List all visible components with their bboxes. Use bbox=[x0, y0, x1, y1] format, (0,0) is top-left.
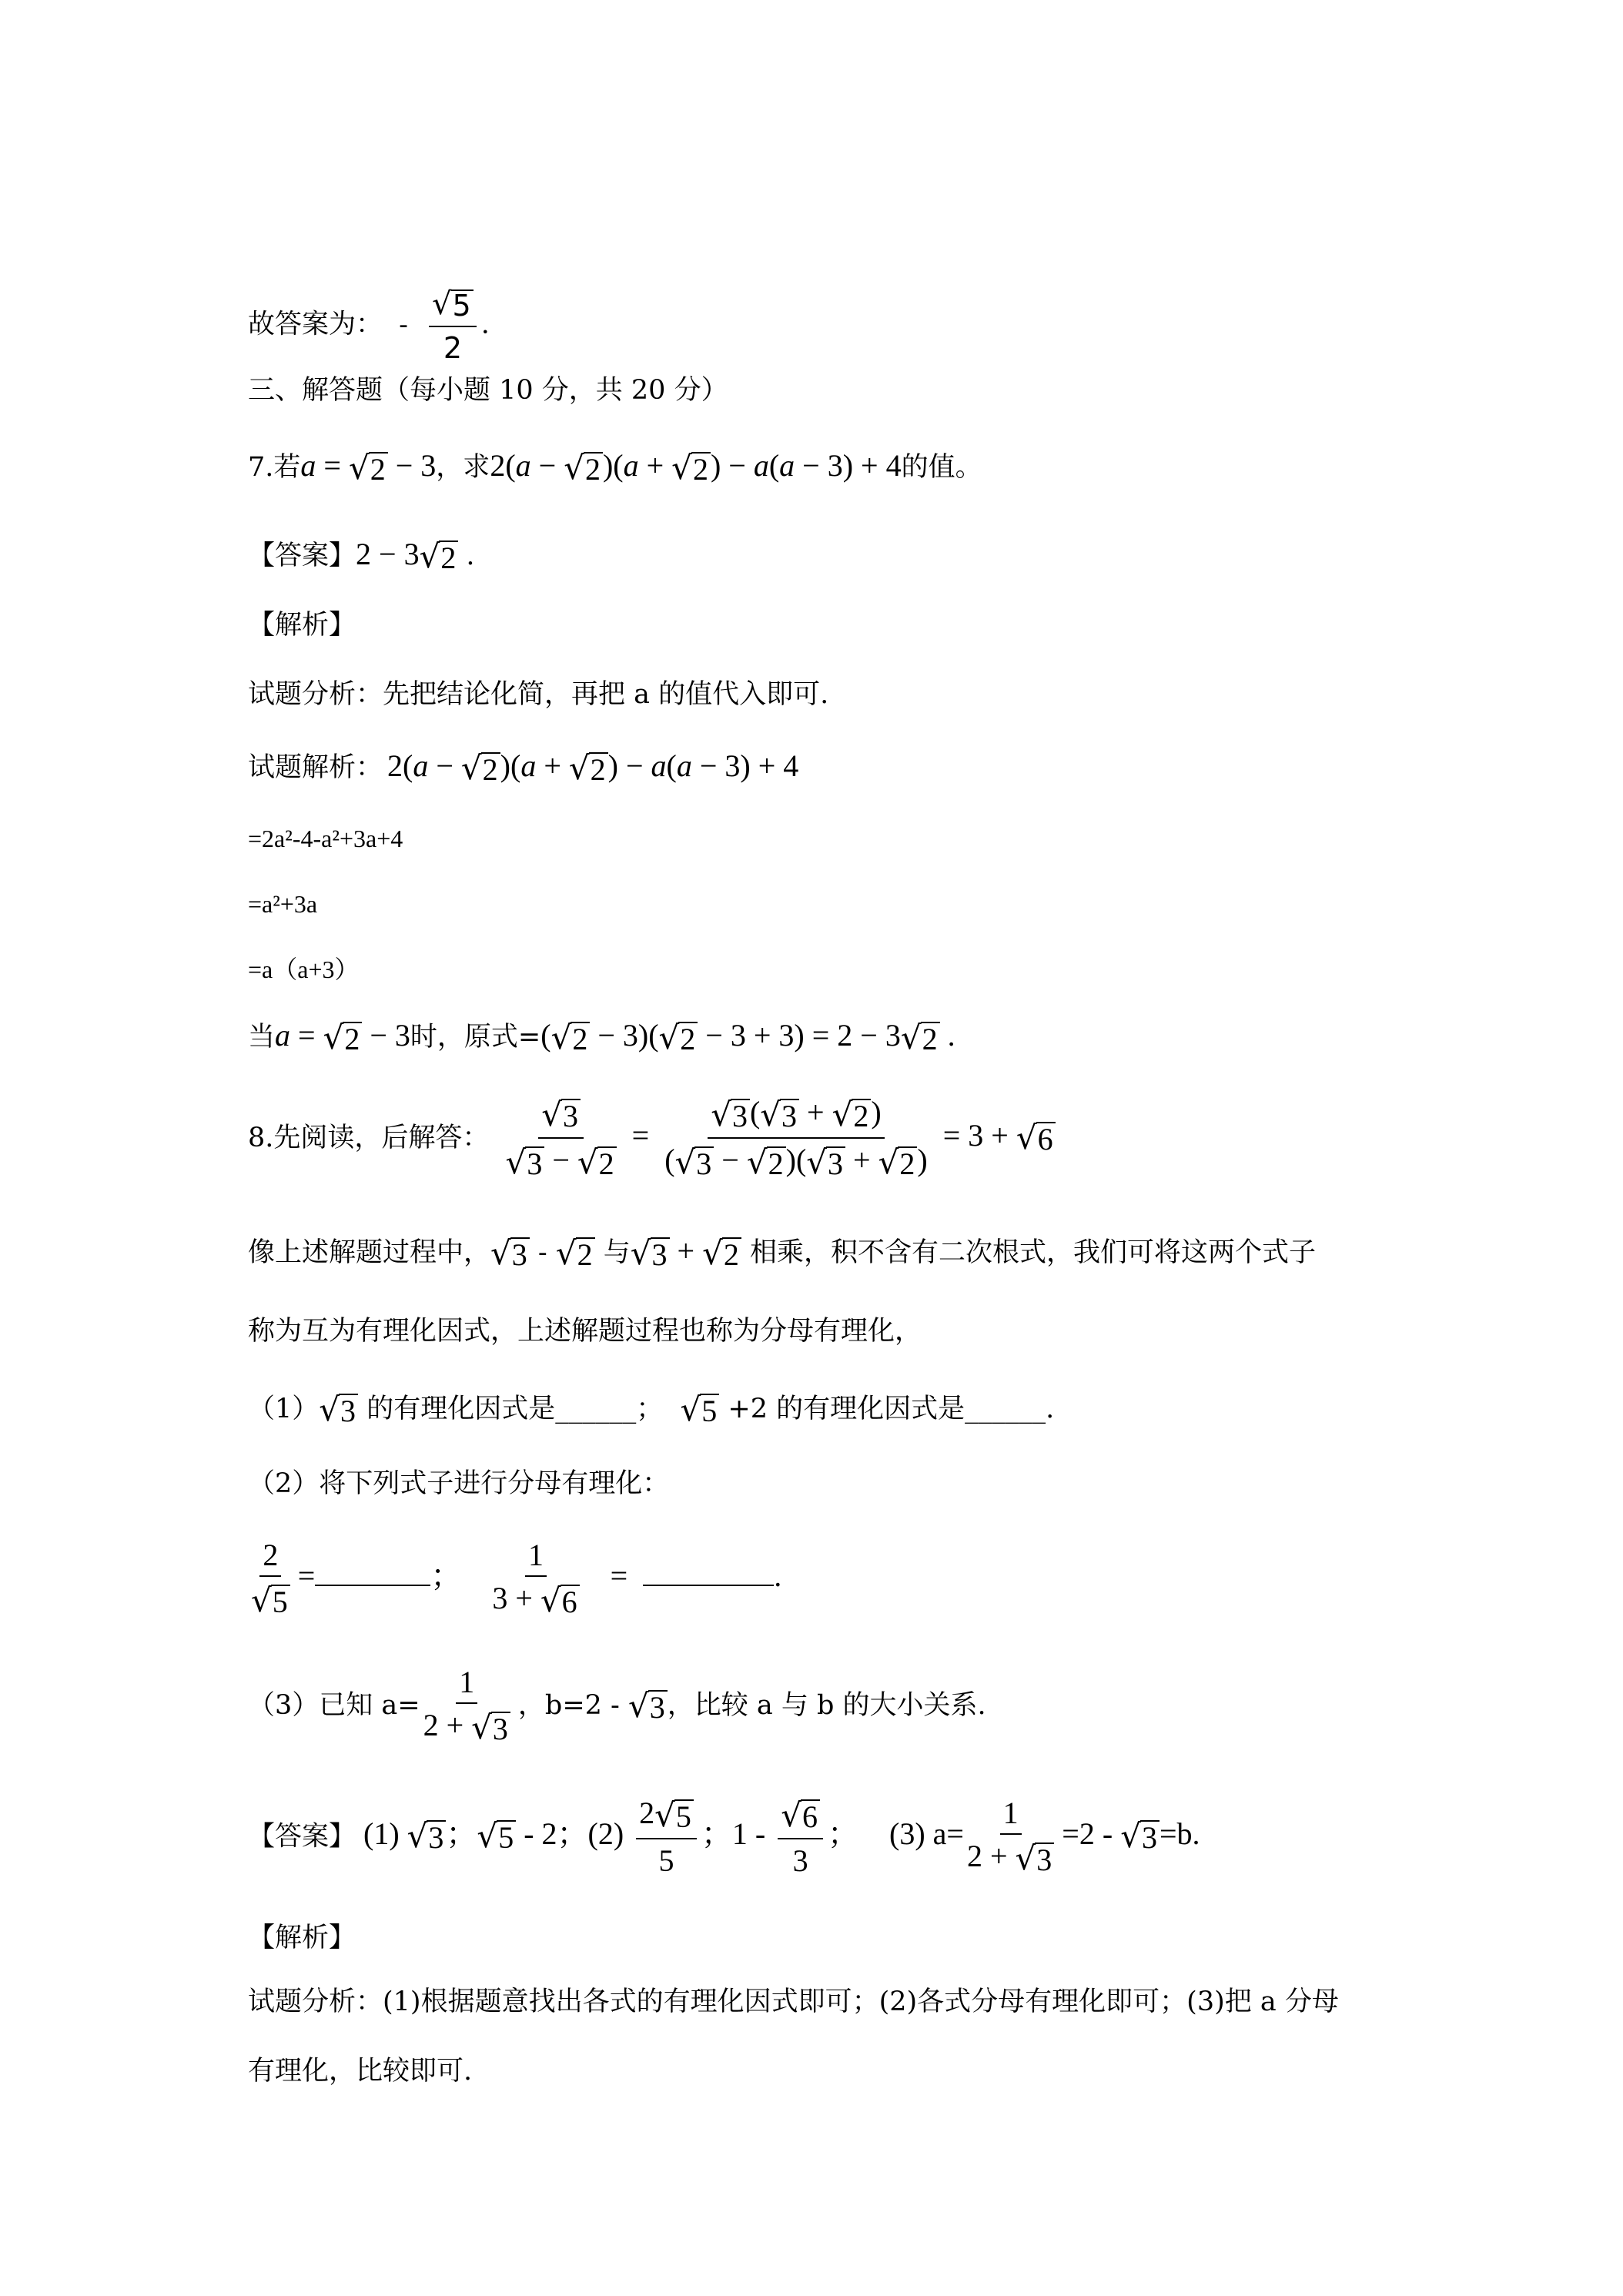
question-7: 7.若a = √ 2 − 3，求2(a − √ 2 )(a + √ 2 ) − a(a − 3) + 4的值。 bbox=[248, 448, 982, 487]
section-title: 三、解答题（每小题 10 分，共 20 分） bbox=[248, 375, 728, 406]
analysis-7: 试题分析：先把结论化简，再把 a 的值代入即可. bbox=[248, 679, 829, 710]
step-4: 当a = √ 2 − 3时，原式=( √ 2 − 3)( √ 2 − 3 + 3) = 2 − 3 √ 2 . bbox=[248, 1018, 955, 1056]
jiexi-label: 【解析】 bbox=[248, 610, 356, 641]
analysis-8-line-2: 有理化，比较即可. bbox=[248, 2056, 473, 2087]
solve-7: 试题解析： 2(a − √ 2 )(a + √ 2 ) − a(a − 3) + 4 bbox=[248, 748, 799, 787]
sub-question-2: （2）将下列式子进行分母有理化： bbox=[248, 1468, 670, 1499]
sub-question-2-exprs: 2 √ 5 = ； 1 3 + √ 6 = . bbox=[251, 1538, 782, 1619]
answer-7: 【答案】2 − 3 √ 2 . bbox=[248, 537, 475, 575]
analysis-8-line-1: 试题分析：(1)根据题意找出各式的有理化因式即可；(2)各式分母有理化即可；(3)把 a 分母 bbox=[248, 1986, 1339, 2017]
step-1: =2a²-4-a²+3a+4 bbox=[248, 825, 403, 852]
paragraph-1: 像上述解题过程中， √ 3 - √ 2 与 √ 3 + √ 2 相乘，积不含有二次根式，我们可将这两个式子 bbox=[248, 1233, 1317, 1272]
sub-question-1: （1） √ 3 的有理化因式是______； √ 5 +2 的有理化因式是______. bbox=[248, 1390, 1055, 1428]
step-2: =a²+3a bbox=[248, 890, 318, 918]
answer-8: 【答案】 (1) √ 3 ； √ 5 - 2；(2) 2 √ 5 5 ；1 - √ 6 3 ； (3) a= 1 2 + √ 3 =2 - √ 3 =b. bbox=[248, 1796, 1200, 1878]
paragraph-2: 称为互为有理化因式，上述解题过程也称为分母有理化， bbox=[248, 1316, 922, 1347]
fraction-sqrt5-over-2: √ 5 2 bbox=[429, 289, 477, 363]
question-8: 8.先阅读，后解答： √ 3 √ 3 − √ 2 = √ 3 ( √ 3 + √ 2 ) ( √ 3 − √ 2 )( √ 3 + √ 2 ) = 3 + √ 6 bbox=[248, 1097, 1056, 1180]
sub-question-3: （3）已知 a= 1 2 + √ 3 ，b=2 - √ 3 ，比较 a 与 b 的大小关系. bbox=[248, 1665, 986, 1746]
jiexi-label-2: 【解析】 bbox=[248, 1923, 356, 1953]
step-3: =a（a+3） bbox=[248, 956, 360, 983]
answer-line-prev: 故答案为： - √ 5 2 . bbox=[248, 286, 490, 366]
